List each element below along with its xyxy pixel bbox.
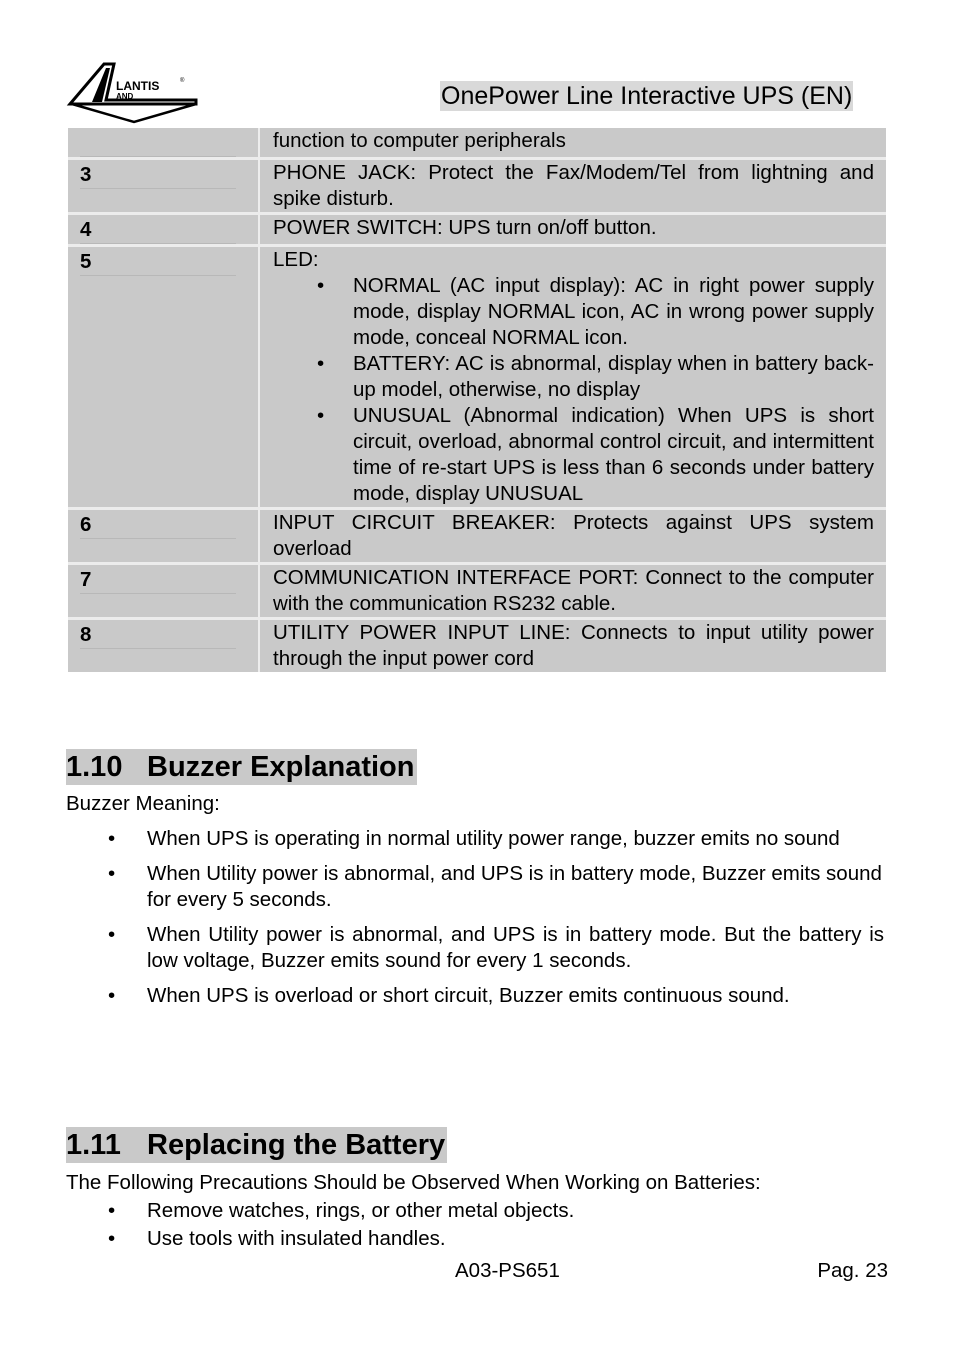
table-row <box>68 507 886 562</box>
row-description: COMMUNICATION INTERFACE PORT: Connect to the computer with the communication RS232 cable. <box>260 562 886 617</box>
table-row <box>68 617 886 672</box>
table-row <box>68 157 886 212</box>
list-item: • When Utility power is abnormal, and UPS is in battery mode. But the battery is low voltage, Buzzer emits sound for every 1 seconds. <box>106 922 884 974</box>
svg-text:LANTIS: LANTIS <box>116 79 160 93</box>
row-number: 8 <box>80 622 236 649</box>
section-number: 1.11 <box>66 1129 121 1161</box>
row-number <box>80 130 236 157</box>
section-number: 1.10 <box>66 751 123 783</box>
buzzer-list <box>106 826 884 1009</box>
list-item: • When UPS is operating in normal utility power range, buzzer emits no sound <box>106 826 884 852</box>
section-heading-battery <box>66 1127 447 1163</box>
list-item: • NORMAL (AC input display): AC in right power supply mode, display NORMAL icon, AC in wrong power supply mode, conceal NORMAL icon. <box>353 273 874 351</box>
row-description: UTILITY POWER INPUT LINE: Connects to input utility power through the input power cord <box>260 617 886 672</box>
list-item: • When Utility power is abnormal, and UPS is in battery mode, Buzzer emits sound for every 5 seconds. <box>106 861 884 913</box>
list-item: • BATTERY: AC is abnormal, display when in battery back-up model, otherwise, no display <box>353 351 874 403</box>
page-number: Pag. 23 <box>817 1259 888 1282</box>
list-item: • When UPS is overload or short circuit, Buzzer emits continuous sound. <box>106 983 884 1009</box>
row-description: POWER SWITCH: UPS turn on/off button. <box>260 212 886 244</box>
row-description: INPUT CIRCUIT BREAKER: Protects against UPS system overload <box>260 507 886 562</box>
table-row <box>68 212 886 244</box>
row-description: PHONE JACK: Protect the Fax/Modem/Tel from lightning and spike disturb. <box>260 157 886 212</box>
buzzer-intro: Buzzer Meaning: <box>66 792 220 815</box>
list-item: • Remove watches, rings, or other metal objects. <box>106 1198 884 1224</box>
rear-panel-components-table <box>68 128 886 672</box>
battery-intro: The Following Precautions Should be Observed When Working on Batteries: <box>66 1171 761 1194</box>
row-number: 6 <box>80 512 236 539</box>
section-heading-buzzer <box>66 749 417 785</box>
table-row <box>68 128 886 157</box>
battery-precautions-list <box>106 1198 884 1252</box>
atlantis-land-logo <box>64 60 202 124</box>
list-item: • UNUSUAL (Abnormal indication) When UPS is short circuit, overload, abnormal control circuit, and intermittent time of re-start UPS is less than 6 seconds under battery mode, display UNUSUAL <box>353 403 874 507</box>
svg-text:AND: AND <box>116 92 134 101</box>
row-number: 4 <box>80 217 236 244</box>
table-row <box>68 562 886 617</box>
table-row <box>68 244 886 507</box>
row-number: 3 <box>80 162 236 189</box>
row-description: function to computer peripherals <box>260 128 886 157</box>
row-number: 7 <box>80 567 236 594</box>
list-item: • Use tools with insulated handles. <box>106 1226 884 1252</box>
row-number: 5 <box>80 249 236 276</box>
row-description: LED: <box>273 248 319 271</box>
led-bullet-list <box>273 273 874 507</box>
section-title: Replacing the Battery <box>147 1129 446 1161</box>
document-code: A03-PS651 <box>455 1259 560 1282</box>
document-title: OnePower Line Interactive UPS (EN) <box>441 82 853 110</box>
section-title: Buzzer Explanation <box>147 751 415 783</box>
svg-text:®: ® <box>180 78 185 84</box>
